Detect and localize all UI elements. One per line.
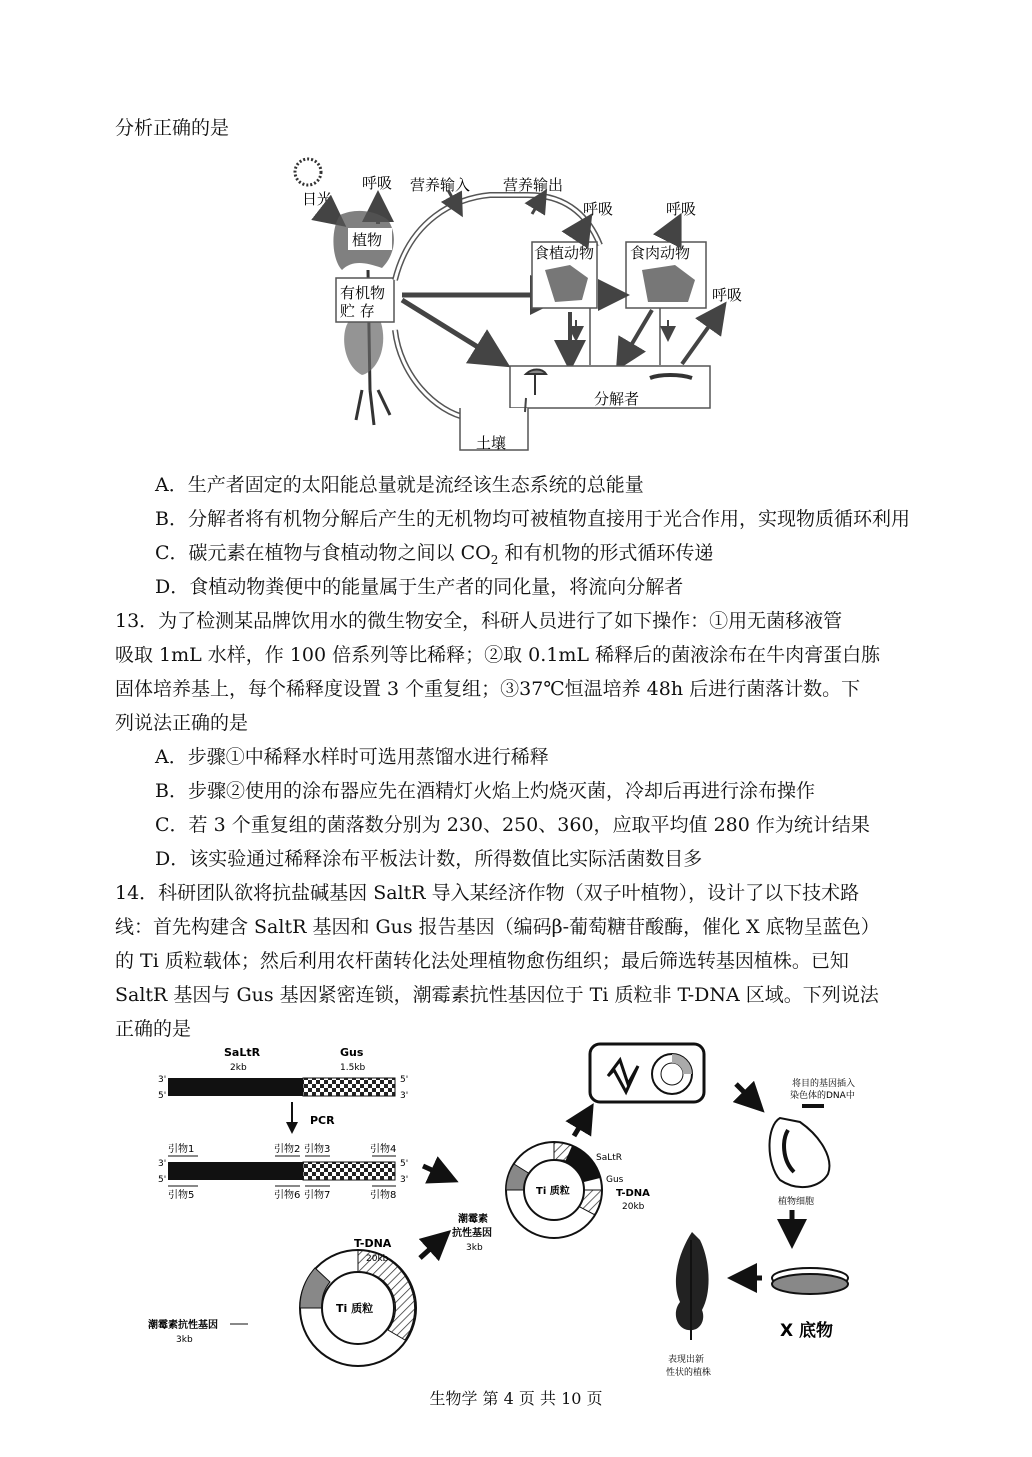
- q13-option-d: D．该实验通过稀释涂布平板法计数，所得数值比实际活菌数目多: [155, 848, 703, 870]
- x-substrate-label: X 底物: [780, 1321, 834, 1341]
- transgenic-plant-label-2: 性状的植株: [666, 1368, 712, 1378]
- q13-stem-line-2: 吸取 1mL 水样，作 100 倍系列等比稀释；②取 0.1mL 稀释后的菌液涂布在牛肉膏蛋白胨: [115, 644, 881, 666]
- q12-option-d: D．食植动物粪便中的能量属于生产者的同化量，将流向分解者: [155, 576, 684, 598]
- tdna-label: T-DNA: [354, 1237, 392, 1250]
- transgenic-workflow-diagram: [140, 1040, 880, 1385]
- question-12-stem-tail: 分析正确的是: [115, 117, 230, 139]
- q13-option-a: A．步骤①中稀释水样时可选用蒸馏水进行稀释: [155, 746, 549, 768]
- resp-label-4: 呼吸: [712, 286, 743, 304]
- decomposer-label: 分解者: [594, 390, 640, 408]
- gus-gene-segment: [303, 1078, 395, 1096]
- recombinant-hyg-label-2: 抗性基因: [452, 1228, 492, 1239]
- recombinant-hyg-size: 3kb: [466, 1243, 483, 1253]
- q12-option-b: B．分解者将有机物分解后产生的无机物均可被植物直接用于光合作用，实现物质循环利用: [155, 508, 910, 530]
- primer-4-label: 引物4: [370, 1144, 397, 1155]
- q14-stem-line-2: 线：首先构建含 SaltR 基因和 Gus 报告基因（编码β-葡萄糖苷酸酶，催化 X 底物呈蓝色）: [115, 916, 880, 938]
- saltr-gene-size: 2kb: [230, 1063, 247, 1073]
- dna-end-label: 3': [158, 1075, 167, 1085]
- q12-option-a: A．生产者固定的太阳能总量就是流经该生态系统的总能量: [155, 474, 644, 496]
- saltr-gene-label: SaLtR: [224, 1046, 261, 1059]
- dna-end-label: 3': [400, 1091, 409, 1101]
- transgenic-plant-label-1: 表现出新: [668, 1355, 705, 1365]
- insert-dna-note-1: 将目的基因插入: [792, 1079, 856, 1089]
- primer-3-label: 引物3: [304, 1144, 331, 1155]
- primer-7-label: 引物7: [304, 1190, 331, 1201]
- q12-option-c-post: 和有机物的形式循环传递: [498, 542, 714, 564]
- transgenic-plant-icon: [676, 1232, 709, 1330]
- dna-end-label: 5': [400, 1159, 409, 1169]
- gus-gene-size: 1.5kb: [340, 1063, 366, 1073]
- resp-label-1: 呼吸: [362, 174, 393, 192]
- herbivore-label: 食植动物: [534, 244, 595, 262]
- q13-stem-line-3: 固体培养基上，每个稀释度设置 3 个重复组；③37℃恒温培养 48h 后进行菌落计数。下: [115, 678, 861, 700]
- carnivore-label: 食肉动物: [630, 244, 691, 262]
- q13-stem-line-1: 13．为了检测某品牌饮用水的微生物安全，科研人员进行了如下操作：①用无菌移液管: [115, 610, 843, 632]
- soil-label: 土壤: [476, 434, 507, 452]
- primer-6-label: 引物6: [274, 1190, 301, 1201]
- sun-label: 日光: [302, 190, 333, 208]
- plant-label: 植物: [352, 231, 383, 249]
- q14-stem-line-1: 14．科研团队欲将抗盐碱基因 SaltR 导入某经济作物（双子叶植物），设计了以下技术路: [115, 882, 860, 904]
- recombinant-tdna-size: 20kb: [622, 1202, 645, 1212]
- hygromycin-gene-size: 3kb: [176, 1335, 193, 1345]
- dna-end-label: 5': [158, 1091, 167, 1101]
- plant-cell-label: 植物细胞: [778, 1197, 815, 1207]
- plant-cell-icon: [770, 1118, 830, 1187]
- nutrient-in-label: 营养输入: [410, 176, 471, 194]
- recombinant-hyg-label-1: 潮霉素: [458, 1214, 488, 1225]
- organic-storage-label-1: 有机物: [340, 284, 386, 302]
- nutrient-out-label: 营养输出: [503, 176, 564, 194]
- recombinant-gus-label: Gus: [606, 1175, 624, 1185]
- q14-stem-line-5: 正确的是: [115, 1018, 192, 1040]
- q13-option-b: B．步骤②使用的涂布器应先在酒精灯火焰上灼烧灭菌，冷却后再进行涂布操作: [155, 780, 815, 802]
- tdna-size: 20kb: [366, 1254, 389, 1264]
- insert-dna-note-2: 染色体的DNA中: [790, 1091, 855, 1101]
- dna-end-label: 3': [400, 1175, 409, 1185]
- sun-icon: [295, 159, 321, 185]
- dna-end-label: 5': [400, 1075, 409, 1085]
- primer-2-label: 引物2: [274, 1144, 301, 1155]
- recombinant-tdna-label: T-DNA: [616, 1188, 650, 1199]
- organic-storage-label-2: 贮 存: [340, 302, 375, 320]
- q13-stem-line-4: 列说法正确的是: [115, 712, 249, 734]
- primer-8-label: 引物8: [370, 1190, 397, 1201]
- q14-stem-line-3: 的 Ti 质粒载体；然后利用农杆菌转化法处理植物愈伤组织；最后筛选转基因植株。已知: [115, 950, 849, 972]
- pcr-label: PCR: [310, 1114, 335, 1127]
- q14-stem-line-4: SaltR 基因与 Gus 基因紧密连锁，潮霉素抗性基因位于 Ti 质粒非 T-DNA 区域。下列说法: [115, 984, 879, 1006]
- page-footer: 生物学 第 4 页 共 10 页: [429, 1389, 603, 1408]
- hygromycin-gene-label: 潮霉素抗性基因: [148, 1320, 218, 1331]
- q12-option-c-pre: C．碳元素在植物与食植动物之间以 CO: [155, 542, 491, 564]
- ti-plasmid-label: Ti 质粒: [336, 1302, 374, 1315]
- recombinant-ti-label: Ti 质粒: [536, 1186, 570, 1197]
- resp-label-2: 呼吸: [583, 200, 614, 218]
- q13-option-c: C．若 3 个重复组的菌落数分别为 230、250、360，应取平均值 280 作为统计结果: [155, 814, 870, 836]
- recombinant-saltr-label: SaLtR: [596, 1153, 623, 1163]
- resp-label-3: 呼吸: [666, 200, 697, 218]
- q12-option-c: [155, 541, 713, 572]
- primer-1-label: 引物1: [168, 1144, 195, 1155]
- saltr-gene-segment: [168, 1078, 303, 1096]
- primer-5-label: 引物5: [168, 1190, 195, 1201]
- dna-end-label: 5': [158, 1175, 167, 1185]
- q12-option-c-sub: 2: [490, 552, 499, 567]
- dna-end-label: 3': [158, 1159, 167, 1169]
- gus-gene-label: Gus: [340, 1046, 364, 1059]
- ecosystem-diagram: [270, 150, 760, 460]
